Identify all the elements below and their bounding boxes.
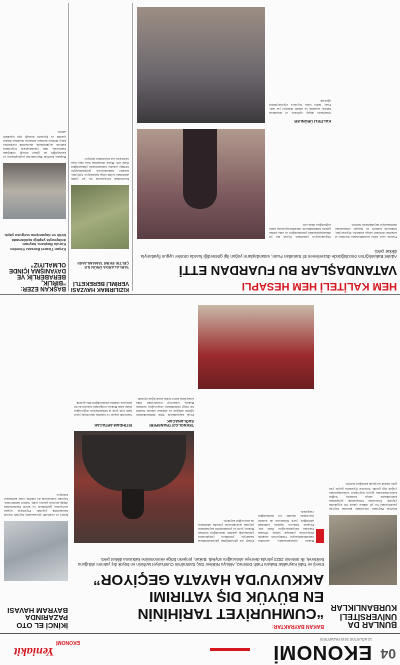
main-story-deck: Enerji ve Tabii Kaynaklar Bakanı Fatih Dönmez, Akkuyu Nükleer Güç Santrali'nin Cumhuriyet tarihinin en büyük dış yatırımı olduğunu belirterek, ilk ünitenin 2023 yılında devreye alınacağını söyledi. Bakan, projenin bölge ekonomisine katkısına dikkat çekti.: [77, 557, 324, 567]
mid-story-heading: KIZILIRMAK HAVZASI VERİMLİ BEREKETLİ: [70, 280, 129, 292]
bottom-story-red-headline: HEM KALİTELİ HEM HESAPLI: [241, 280, 397, 292]
main-story-subheading-2: İSTİHDAM ARTACAK: [94, 423, 132, 427]
main-story-accent-block: [316, 529, 324, 543]
top-strip-headline: İKİNCİ EL OTO PAZARINDA BAYRAM HAVASI: [7, 605, 68, 630]
main-story-kicker: BAKAN BAYRAKTAR:: [272, 623, 324, 629]
top-strip: [4, 299, 68, 629]
masthead: [0, 635, 400, 665]
mid-story-body: Kızılırmak havzasında bu yıl çeltik ekiminde verim artışı bekleniyor. Çiftçiler, sulama imkanlarının genişlemesiyle birlikte rekolte beklentisinin yükseldiğini ifade etti. Hasat dönemine kısa süre kala tarlalarda son hazırlıklar sürüyor.: [71, 156, 129, 181]
main-story-headline-3: AKKUYU'DA HAYATA GEÇİYOR”: [93, 571, 324, 588]
main-story-sub1-body: Proje kapsamında Türk mühendislerin eğitim aldığını ve nükleer alanda önemli bir bilgi birikiminin oluşacağını belirten Bakan, teknoloji transferinin ülke sanayisine kalıcı katkı sunacağını söyledi.: [136, 396, 194, 417]
main-story: [74, 299, 324, 629]
section-title: EKONOMİ: [272, 641, 372, 663]
main-story-headline-1: “CUMHURİYET TARİHİNİN: [137, 605, 324, 622]
bottom-story-inset-photo: [137, 7, 265, 123]
section-red-tag: [210, 648, 250, 651]
main-story-body-b: Enerji arz güvenliğinin güçlendirilmesi hedefiyle yürütülen çalışmaların planlandığı şekilde ilerlediğini belirten Bakan, yerli ve yenilenebilir kaynakların payının artırılmasına yönelik adımların da süreceğini kaydetti.: [198, 518, 254, 543]
bottom-story-subheading: KALİTELİ ÜRÜNLER: [294, 119, 331, 123]
side-story-headline: BUNLAR DA ÜNİVERSİTELİ KURBANLIKLAR: [330, 603, 397, 630]
right-story-deck: Keşan Ticaret Borsası Yönetim Kurulu Başkanı, bayram dolayısıyla yaptığı açıklamada birlik ve dayanışma vurgusu yaptı.: [3, 233, 66, 251]
mid-story-subheading: TARLALARDA ÜRÜN İLE ÇELTİK EKİMİ TAMAMLANDI: [77, 261, 129, 269]
main-story-inset-photo: [198, 305, 314, 389]
right-story-body: Başkan, Kurban Bayramı'nın paylaşmanın ve kardeşliğin en güzel örneği olduğunu belirterek, tüm vatandaşların bayramını kutladı. Açıklamada, ekonomik zorluklara karşı birlikte hareket etmenin önemine dikkat çekildi ve üyelerin desteği için teşekkür edildi.: [3, 130, 66, 159]
main-story-subheading-1: TEKNOLOJİ TRANSFERİ SAĞLANACAK: [149, 419, 194, 427]
side-story-body: Kurban Bayramı öncesinde kurulan hayvan pazarlarında bu yıl dikkat çeken bir uygulama yapıldı. Üniversite bünyesinde yetiştirilen kurbanlıklar satışa sunuldu. Sağlık kontrollerinden geçen hayvanlar vatandaşlardan yoğun ilgi gördü. Satıcılar fiyatların geçen yıla göre makul seviyede kaldığını belirtti.: [329, 482, 397, 511]
horizontal-divider: [0, 294, 400, 295]
bottom-story-deck: Adalet Bakanlığı'nın öncülüğünde düzenlenen El Sanatları Fuarı, vatandaşların yoğun ilgi gösterdiği fuarda ürünler uygun fiyatlarıyla dikkat çekti.: [140, 248, 397, 259]
page-number: 04: [380, 646, 396, 662]
top-strip-body: İkinci el otomobil piyasasında bayram öncesi hareketlilik yaşandı. Fiyatların uygun seviyelere gerilemesi ve kredi faizlerindeki düşüş alıcıları pazara çekti. Sektör temsilcileri, bayram sonrasında da talebin canlı kalmasını bekliyor.: [4, 492, 68, 517]
main-story-photo: [74, 431, 194, 543]
bottom-story: [137, 3, 397, 291]
photo-crowd-shape: [82, 435, 186, 491]
side-story: [329, 299, 397, 629]
bottom-story-headline: VATANDAŞLAR BU FUARDAN ETTİ: [178, 263, 397, 278]
logo: Yeniakit: [13, 645, 54, 659]
bottom-story-body-a: Fuarda ceza infaz kurumlarında üretilen el sanatları ürünleri satışa sunuldu. Ziyaretçiler, ürünlerin kaliteli ve hesaplı olmasından memnuniyet duyduklarını belirtti.: [335, 222, 397, 239]
side-story-photo: [329, 515, 397, 585]
photo-speaker-shape: [122, 489, 144, 519]
mid-story-photo: [71, 185, 129, 249]
bottom-vertical-divider: [132, 3, 133, 291]
right-story: [3, 3, 66, 291]
photo-figure: [183, 129, 217, 209]
top-strip-photo: [4, 521, 68, 581]
right-story-photo: [3, 163, 66, 219]
main-story-sub2-body: Santralin inşaat ve işletme sürecinde yerel halk için yeni iş imkanlarının doğacağını ifade eden Bakan, bölgedeki esnafın da bu süreçten olumlu etkilendiğini dile getirdi.: [74, 400, 132, 417]
right-vertical-divider: [68, 3, 69, 291]
masthead-divider: [0, 633, 400, 634]
bottom-story-body-c: Stantlarda ahşap oymalar, el dokuması halılar, seramik ve tekstil ürünleri yer aldı. Fuar, hafta sonu boyunca ziyaretçilerini ağırladı.: [269, 98, 331, 115]
main-story-headline-2: EN BÜYÜK DIŞ YATIRIMI: [149, 588, 324, 605]
bottom-story-body-b: Organizasyon yetkilileri, fuarın her yıl düzenlenmesinin planlandığını ve elde edilen gelirin hükümlülerin rehabilitasyonuna katkı sağladığını ifade etti.: [269, 222, 331, 239]
masthead-red-label: EKONOMİ: [56, 639, 80, 645]
right-story-headline: BAŞKAN EZER: “BİRLİK, BERABERLİK VE DAYANIŞMA İÇİNDE OLMALIYIZ”: [8, 260, 66, 291]
issue-date: 12 AĞUSTOS 2019 PAZARTESİ: [320, 637, 372, 641]
mid-story: [71, 3, 129, 291]
bottom-story-photo: [137, 129, 265, 239]
main-story-body-a: Bakan açıklamasında, santralin tamamlanmasıyla Türkiye'nin elektrik ihtiyacının yaklaşık yüzde 10'unun buradan karşılanacağını ifade etti. Projede binlerce kişinin istihdam edildiğini, yerli firmaların da tedarik zincirinde önemli rol üstlendiğini vurguladı.: [258, 510, 314, 543]
